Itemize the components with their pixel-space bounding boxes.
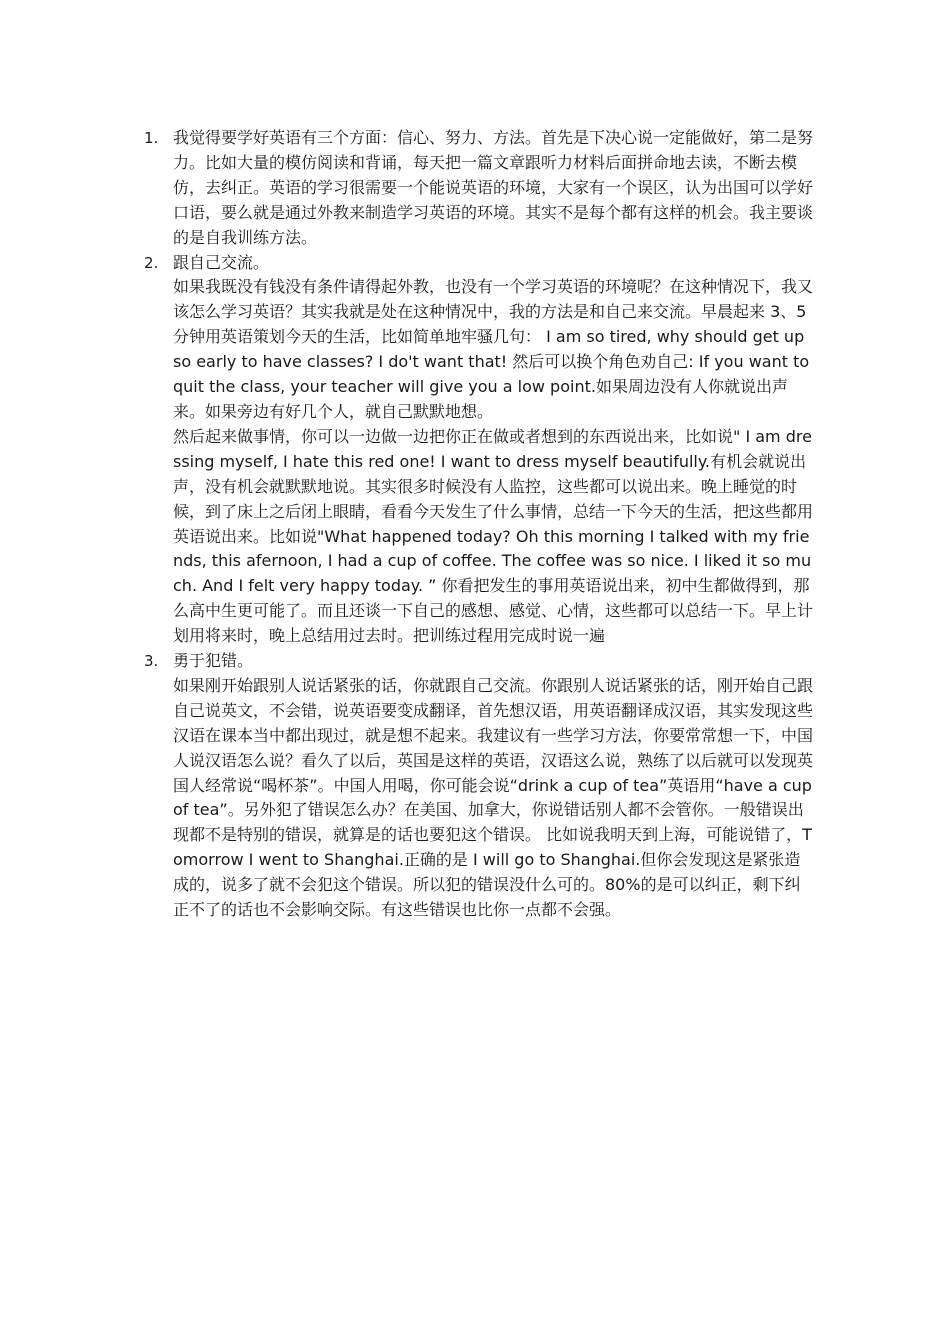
document-body [144,126,814,923]
list-number: 2. [144,253,159,272]
paragraph: 然后起来做事情，你可以一边做一边把你正在做或者想到的东西说出来，比如说" I am dressing myself, I hate this red one! I want to dress myself beautifully.有机会就说出声，没有机会就默默地说。其实很多时候没有人监控，这些都可以说出来。晚上睡觉的时候，到了床上之后闭上眼睛，看看今天发生了什么事情，总结一下今天的生活，把这些都用英语说出来。比如说"What happened today? Oh this morning I talked with my friends, this afernoon, I had a cup of coffee. The coffee was so nice. I liked it so much. And I felt very happy today. ” 你看把发生的事用英语说出来，初中生都做得到，那么高中生更可能了。而且还谈一下自己的感想、感觉、心情，这些都可以总结一下。早上计划用将来时，晚上总结用过去时。把训练过程用完成时说一遍 [173,426,814,646]
item-heading: 勇于犯错。 [173,651,254,671]
list-item-2 [144,251,814,650]
paragraph: 如果刚开始跟别人说话紧张的话，你就跟自己交流。你跟别人说话紧张的话，刚开始自己跟自己说英文，不会错，说英语要变成翻译，首先想汉语，用英语翻译成汉语，其实发现这些汉语在课本当中都出现过，就是想不起来。我建议有一些学习方法，你要常常想一下，中国人说汉语怎么说？看久了以后，英国是这样的英语，汉语这么说，熟练了以后就可以发现英国人经常说“喝杯茶”。中国人用喝，你可能会说“drink a cup of tea”英语用“have a cup of tea”。另外犯了错误怎么办？在美国、加拿大，你说错话别人都不会管你。一般错误出现都不是特别的错误，就算是的话也要犯这个错误。 比如说我明天到上海，可能说错了，Tomorrow I went to Shanghai.正确的是 I will go to Shanghai.但你会发现这是紧张造成的，说多了就不会犯这个错误。所以犯的错误没什么可的。80%的是可以纠正，剩下纠正不了的话也不会影响交际。有这些错误也比你一点都不会强。 [173,675,814,920]
list-item-3 [144,649,814,923]
list-number: 3. [144,652,159,671]
paragraph: 如果我既没有钱没有条件请得起外教，也没有一个学习英语的环境呢？在这种情况下，我又该怎么学习英语？其实我就是处在这种情况中，我的方法是和自己来交流。早晨起来 3、5 分钟用英语策划今天的生活，比如简单地牢骚几句： I am so tired, why should get up so early to have classes? I do't want that! 然后可以换个角色劝自己: If you want to quit the class, your teacher will give you a low point.如果周边没有人你就说出声来。如果旁边有好几个人，就自己默默地想。 [173,277,814,421]
item-heading: 跟自己交流。 [173,252,270,272]
list-number: 1. [144,129,159,147]
paragraph: 我觉得要学好英语有三个方面：信心、努力、方法。首先是下决心说一定能做好，第二是努力。比如大量的模仿阅读和背诵，每天把一篇文章跟听力材料后面拼命地去读，不断去模仿，去纠正。英语的学习很需要一个能说英语的环境，大家有一个误区，认为出国可以学好口语，要么就是通过外教来制造学习英语的环境。其实不是每个都有这样的机会。我主要谈的是自我训练方法。 [173,128,814,247]
list-item-1 [144,126,814,251]
